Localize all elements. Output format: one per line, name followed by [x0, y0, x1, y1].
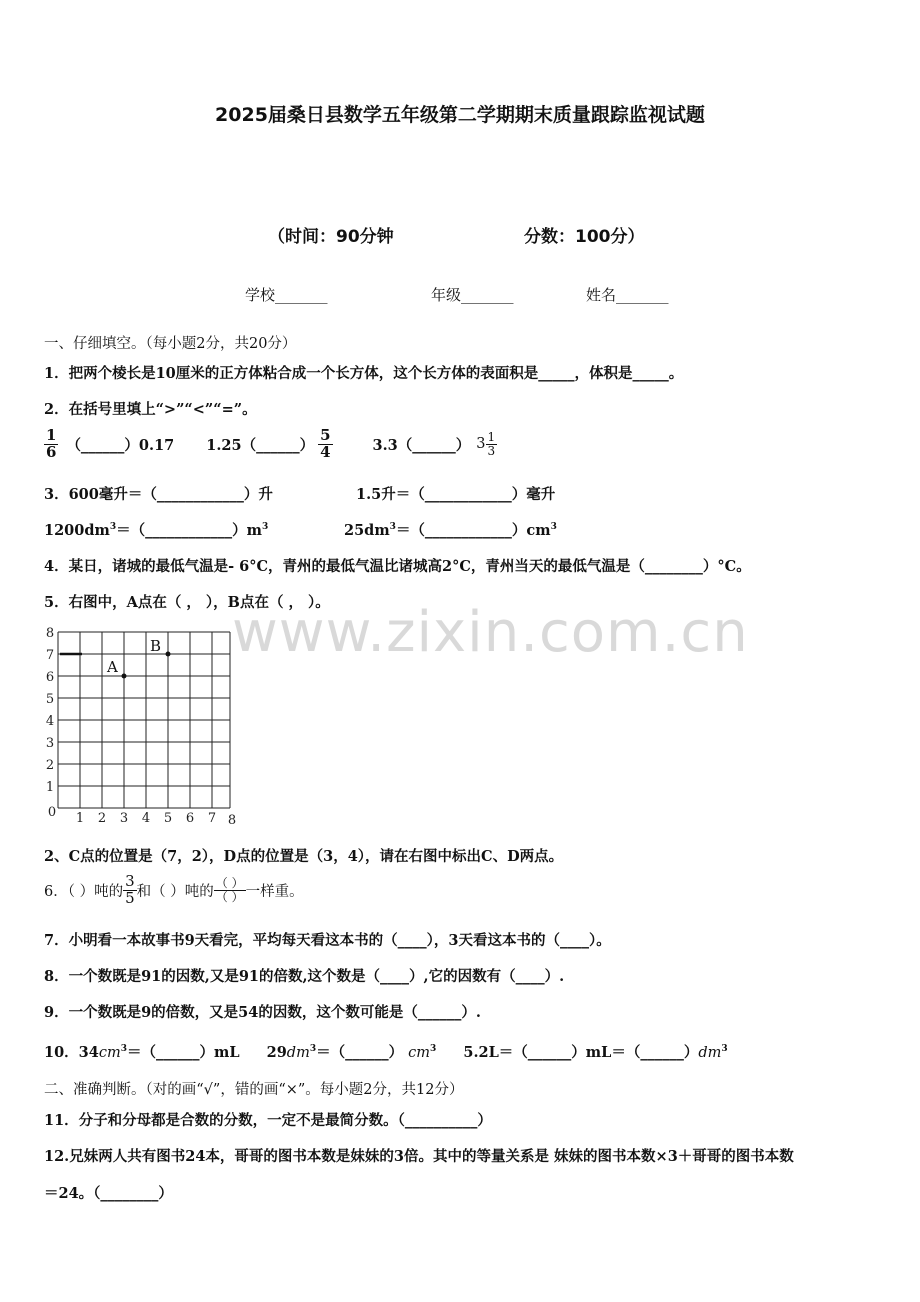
point-b: [166, 652, 171, 657]
y-label-6: 6: [45, 670, 55, 685]
compare-c-text: 3.3（______）: [372, 436, 471, 454]
fraction-3-5: $\frac{3}{5}$: [125, 872, 135, 907]
fraction-1-6: $\frac{1}{6}$: [46, 426, 57, 461]
compare-a-text: （______）0.17: [66, 436, 175, 454]
y-label-1: 1: [45, 780, 55, 795]
grade-field: 年级_______: [431, 286, 514, 304]
compare-b-text: 1.25（______）: [206, 436, 315, 454]
question-10: 10．$34cm^3=(\_\_\_\_\_\_)mL$ $29dm^3=(\_\_\_\_\_\_)$ $cm^3$ $5.2L=(\_\_\_\_\_\_)mL=(\_\_\_\_\_\_)dm^3$: [44, 1044, 728, 1061]
question-11: 11．分子和分母都是合数的分数，一定不是最简分数。（__________）: [44, 1112, 492, 1129]
blank-fraction: $\frac{( )}{( )}$: [215, 876, 244, 904]
fraction-5-4: $\frac{5}{4}$: [320, 426, 331, 461]
x-label-4: 4: [141, 811, 151, 826]
point-a-label: A: [107, 658, 118, 676]
x-label-1: 1: [75, 811, 85, 826]
watermark: www.zixin.com.cn: [232, 600, 749, 665]
name-field: 姓名_______: [586, 286, 669, 304]
question-5: 5．右图中，A点在（ ， ），B点在（ ， ）。: [44, 594, 330, 611]
y-label-2: 2: [45, 758, 55, 773]
question-4: 4．某日，诸城的最低气温是- 6°C，青州的最低气温比诸城高2°C，青州当天的最低气温是（________）°C。: [44, 558, 751, 575]
y-label-4: 4: [45, 714, 55, 729]
y-label-5: 5: [45, 692, 55, 707]
question-9: 9．一个数既是9的倍数，又是54的因数，这个数可能是（______）.: [44, 1004, 481, 1021]
question-7: 7．小明看一本故事书9天看完，平均每天看这本书的（____），3天看这本书的（____）。: [44, 932, 611, 949]
exam-score: 分数：100分）: [524, 227, 645, 247]
section-1-heading: 一、仔细填空。（每小题2分，共20分）: [44, 336, 297, 352]
question-3a: 3．600毫升＝（____________）升: [44, 486, 273, 503]
y-label-7: 7: [45, 648, 55, 663]
mixed-number-whole: 3: [476, 436, 486, 453]
x-label-2: 2: [97, 811, 107, 826]
point-a: [122, 674, 127, 679]
point-b-label: B: [150, 637, 162, 655]
x-label-3: 3: [119, 811, 129, 826]
question-3b: 1.5升＝（____________）毫升: [356, 486, 556, 503]
exam-time: （时间：90分钟: [268, 227, 394, 247]
section-2-heading: 二、准确判断。（对的画“√”，错的画“×”。每小题2分，共12分）: [44, 1082, 464, 1098]
question-3d: $25dm^3=(\_\_\_\_\_\_\_\_\_\_\_\_)cm^3$: [344, 522, 557, 539]
coordinate-grid: [40, 622, 245, 828]
question-2-items: [44, 428, 497, 461]
x-label-8: 8: [227, 813, 237, 828]
question-2: 2．在括号里填上“>”“<”“=”。: [44, 401, 257, 418]
y-label-3: 3: [45, 736, 55, 751]
question-8: 8．一个数既是91的因数,又是91的倍数,这个数是（____）,它的因数有（____）.: [44, 968, 565, 985]
fraction-1-3: $\frac{1}{3}$: [487, 430, 496, 458]
school-field: 学校_______: [245, 286, 328, 304]
x-label-7: 7: [207, 811, 217, 826]
question-12-line-2: ＝24。（________）: [44, 1185, 173, 1202]
page-title: 2025届桑日县数学五年级第二学期期末质量跟踪监视试题: [215, 104, 705, 126]
x-label-5: 5: [163, 811, 173, 826]
question-1: 1．把两个棱长是10厘米的正方体粘合成一个长方体，这个长方体的表面积是_____，体积是_____。: [44, 365, 684, 382]
question-5-part-2: 2、C点的位置是（7，2），D点的位置是（3，4），请在右图中标出C、D两点。: [44, 848, 564, 865]
question-12-line-1: 12.兄妹两人共有图书24本，哥哥的图书本数是妹妹的3倍。其中的等量关系是 妹妹的图书本数×3＋哥哥的图书本数: [44, 1148, 794, 1165]
question-6: 6．（ ）吨的 $\frac{3}{5}$ 和（ ）吨的 $\frac{( )}{( )}$ 一样重。: [44, 872, 304, 907]
x-label-6: 6: [185, 811, 195, 826]
y-label-8: 8: [45, 626, 55, 641]
question-3c: $1200dm^3=(\_\_\_\_\_\_\_\_\_\_\_\_)m^3$: [44, 522, 269, 539]
y-label-0: 0: [47, 805, 57, 820]
